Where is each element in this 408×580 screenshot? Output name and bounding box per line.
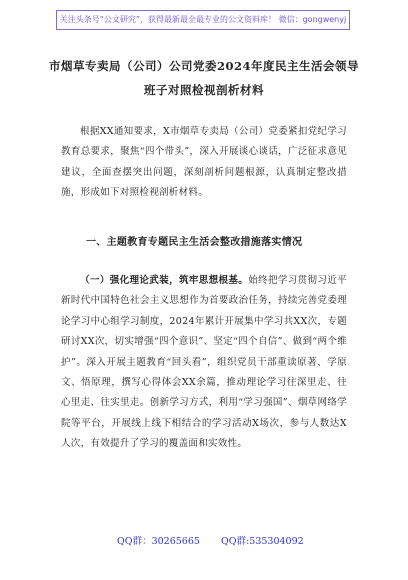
- subsection-lead: （一）强化理论武装，筑牢思想根基。: [80, 275, 249, 286]
- intro-text: 根据XX通知要求，X市烟草专卖局（公司）党委紧扣党纪学习教育总要求，聚焦“四个带头”，深入开展谈心谈话，广泛征求意见建议，全面查摆突出问题，深刻剖析问题根源，认真制定整改措施，形成如下对照检视剖析材料。: [61, 126, 347, 199]
- subsection-body: 始终把学习贯彻习近平新时代中国特色社会主义思想作为首要政治任务，持续完善党委理论学习中心组学习制度，2024年累计开展集中学习共XX次，专题研讨XX次，切实增强“四个意识”、坚定“四个自信”、做到“两个维护”。深入开展主题教育“回头看”，组织党员干部重读原著、学原文、悟原理，撰写心得体会XX余篇，推动理论学习往深里走、往心里走、往实里走。创新学习方式，利用“学习强国”、烟草网络学院等平台，开展线上线下相结合的学习活动X场次，参与人数达X人次，有效提升了学习的覆盖面和实效性。: [61, 275, 347, 450]
- document-title-line2: 班子对照检视剖析材料: [144, 83, 264, 97]
- intro-paragraph: [61, 122, 347, 204]
- footer-qq-group-1: QQ群：30265665: [117, 536, 200, 547]
- footer-qq-group-2: QQ群:535304092: [221, 536, 304, 547]
- promo-banner: 关注头条号“公文研究”，获得最新最全最专业的公文资料库！ 微信：gongwenyj: [56, 10, 350, 30]
- section-heading: 一、主题教育专题民主生活会整改措施落实情况: [86, 237, 303, 248]
- subsection-paragraph: [61, 271, 347, 455]
- document-title-line1: 市烟草专卖局（公司）公司党委2024年度民主生活会领导: [48, 59, 359, 73]
